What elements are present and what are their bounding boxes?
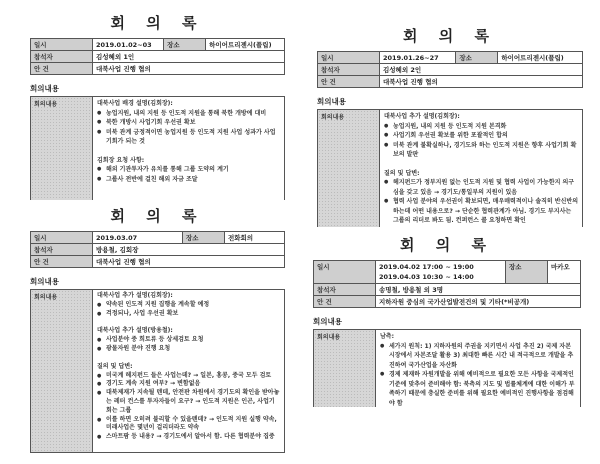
bullet-item: ● 스마트팜 등 내용? → 경기도에서 알아서 함. 다른 협력분야 집중	[97, 433, 275, 441]
bullet-item: ● 대북제재가 지속될 텐데, 안전판 차원에서 경기도의 확인을 받아놓는 레터 컨스를 투자자들이 요구? → 인도적 지원은 인곤, 사업기회는 그룹	[97, 389, 280, 414]
content-label: 회의내용	[31, 290, 93, 452]
content-box	[30, 96, 285, 200]
meeting-record-4	[313, 234, 581, 407]
content-label: 회의내용	[314, 330, 376, 407]
agenda-value: 대북사업 진행 협의	[380, 76, 583, 88]
content-body	[376, 330, 580, 407]
date-label: 일시	[314, 261, 376, 284]
content-group	[384, 112, 578, 160]
place-label: 장소	[182, 232, 224, 244]
bullet-item: ● 사업분야 중 희토류 등 상세검토 요청	[97, 336, 204, 344]
place-label: 장소	[456, 52, 498, 64]
attendees-value: 방용철, 김회장	[93, 244, 285, 256]
date-label: 일시	[318, 52, 380, 64]
agenda-value: 지하자원 중심의 국가산업발전건의 및 기타(*비공개)	[376, 296, 581, 308]
doc-title: 회 의 록	[403, 27, 497, 45]
bullet-icon: ●	[97, 416, 102, 423]
agenda-label: 안 건	[31, 63, 93, 75]
meeting-record-3	[30, 205, 285, 453]
bullet-icon: ●	[380, 342, 385, 349]
date-value: 2019.03.07	[93, 232, 183, 244]
content-body	[93, 97, 284, 200]
bullet-item: ● 해외 기관투자가 유치를 통해 그룹 도약의 계기	[97, 166, 229, 173]
bullet-item: ● 농업지원, 내의 지원 등 인도적 지원을 통해 북한 개방에 대비	[97, 109, 267, 117]
content-group	[384, 169, 578, 226]
group-heading: 대북사업 추가 설명(방용철):	[97, 327, 173, 335]
meta-table	[313, 260, 581, 308]
bullet-item: ● 경제 제재하 자원개발을 위해 예비적으로 필요한 모든 사항을 국제적인 기준에 맞추어 준비해야 함: 북측의 지도 및 법률체계에 대한 이해가 부족하기 때문에 충실한 준비를 위해 필요한 예비적인 진행사항을 점검해야 함	[380, 371, 575, 407]
meta-table	[30, 38, 285, 75]
bullet-item: ● 북한 개방시 사업기회 우선권 확보	[97, 119, 196, 126]
content-box	[30, 289, 285, 453]
bullet-item: ● 미북 관계 긍정적이면 농업지원 등 인도적 지원 사업 성과가 사업기회가 되는 것	[97, 128, 276, 145]
bullet-item: ● 그룹사 전반에 걸친 해외 자금 조달	[97, 175, 198, 183]
doc-title: 회 의 록	[110, 14, 205, 32]
bullet-item: ● 헤지펀드가 정부지원 없는 인도적 지원 및 협력 사업이 가능한지 의구심을 갖고 있음 → 경기도/통일부의 지원이 있음	[384, 179, 575, 196]
section-title: 회의내용	[313, 317, 342, 326]
content-group	[97, 156, 280, 185]
meta-table	[30, 231, 285, 268]
content-body	[380, 110, 582, 227]
bullet-icon: ●	[97, 310, 102, 317]
content-group	[97, 363, 280, 442]
date-value: 2019.01.02~03	[93, 39, 164, 51]
date-value	[376, 261, 506, 284]
bullet-item: ● 미국계 헤지펀드 들은 사업는데? → 일본, 홍콩, 중국 모두 검토	[97, 371, 272, 379]
bullet-icon: ●	[384, 179, 389, 185]
bullet-icon: ●	[97, 301, 102, 308]
bullet-item: ● 약속된 인도적 지원 집행을 계속할 예정	[97, 300, 210, 308]
content-group	[380, 332, 576, 408]
attendees-value: 송명철, 방용철 외 3명	[376, 284, 581, 296]
bullet-item: ● 세가지 원칙: 1) 지하자원의 주권을 지키면서 사업 추진 2) 국제 자본시장에서 자본조달 활용 3) 최대한 빠른 시간 내 적극적으로 개발을 추진하여 국가산업을 자산화	[380, 342, 574, 369]
attendees-label: 참석자	[314, 284, 376, 296]
content-box	[317, 109, 583, 227]
meeting-record-1	[30, 12, 285, 200]
group-heading: 대북사업 배경 설명(김회장):	[97, 100, 173, 107]
content-box	[313, 329, 581, 407]
agenda-value: 대북사업 진행 협의	[93, 63, 285, 75]
bullet-icon: ●	[384, 122, 389, 129]
attendees-label: 참석자	[31, 244, 93, 256]
bullet-icon: ●	[97, 128, 102, 135]
bullet-item: ● 걱정되나, 사업 우선권 확보	[97, 309, 179, 317]
content-group	[97, 327, 280, 353]
bullet-item: ● 협력 사업 분야의 우선권이 확보되면, 매우매력적이나 솔직히 반신반의하는데 어떤 내용으로? → 단순한 협력관계가 아님. 경기도 부지사는 그룹의 리더로 봐도 됨. 컨퍼런스 콜 요청하면 확인	[384, 198, 578, 224]
date-label: 일시	[31, 232, 93, 244]
bullet-icon: ●	[97, 372, 102, 379]
date-value: 2019.01.26~27	[380, 52, 456, 64]
content-label: 회의내용	[31, 97, 93, 200]
attendees-value: 김성혜외 2인	[380, 64, 583, 76]
date-label: 일시	[31, 39, 93, 51]
attendees-value: 김성혜외 1인	[93, 51, 285, 63]
bullet-item: ● 사업기회 우선권 확보를 위한 포괄적인 합의	[384, 132, 508, 139]
bullet-icon: ●	[97, 119, 102, 125]
bullet-icon: ●	[384, 132, 389, 138]
group-heading: 김회장 요청 사항:	[97, 156, 145, 164]
place-value: 하이어트리젠시(플립)	[498, 52, 583, 64]
meta-table	[317, 51, 583, 88]
group-heading: 남측:	[380, 333, 394, 340]
attendees-label: 참석자	[31, 51, 93, 63]
bullet-icon: ●	[380, 371, 385, 377]
bullet-icon: ●	[384, 198, 389, 204]
agenda-label: 안 건	[314, 296, 376, 308]
section-title: 회의내용	[30, 84, 59, 93]
bullet-item: ● 경기도 계속 지원 여부? → 변함없음	[97, 380, 201, 388]
section-title: 회의내용	[317, 97, 346, 106]
date-line-2: 2019.04.03 10:30 ~ 14:00	[379, 273, 474, 281]
doc-title: 회 의 록	[400, 236, 494, 254]
bullet-item: ● 미북 관계 불확실하나, 경기도와 하는 인도적 지원은 향후 사업기회 확보의 발판	[384, 141, 577, 158]
bullet-icon: ●	[97, 381, 102, 388]
bullet-icon: ●	[97, 175, 102, 182]
attendees-label: 참석자	[318, 64, 380, 76]
group-heading: 질의 및 답변:	[97, 362, 133, 370]
place-value: 마카오	[547, 261, 580, 284]
bullet-icon: ●	[97, 337, 102, 344]
content-label: 회의내용	[318, 110, 380, 227]
bullet-item: ● 광물자원 분야 진행 요청	[97, 344, 171, 352]
place-label: 장소	[164, 39, 206, 51]
bullet-icon: ●	[97, 345, 102, 352]
bullet-icon: ●	[97, 390, 102, 397]
doc-title: 회 의 록	[110, 207, 205, 225]
bullet-icon: ●	[97, 166, 102, 172]
group-heading: 대북사업 추가 설명(김회장):	[384, 113, 460, 120]
place-value: 전화회의	[224, 232, 284, 244]
bullet-icon: ●	[384, 141, 389, 148]
group-heading: 대북사업 추가 설명(김회장):	[97, 292, 173, 299]
group-heading: 질의 및 답변:	[384, 169, 420, 177]
date-line-1: 2019.04.02 17:00 ~ 19:00	[379, 263, 474, 271]
bullet-icon: ●	[97, 434, 102, 441]
agenda-label: 안 건	[318, 76, 380, 88]
content-body	[93, 290, 284, 452]
place-label: 장소	[505, 261, 547, 284]
bullet-item: ● 농업지원, 내의 지원 등 인도적 지원 본격화	[384, 122, 507, 130]
content-group	[97, 292, 280, 318]
section-title: 회의내용	[30, 277, 59, 286]
meeting-record-2	[317, 25, 583, 227]
place-value: 하이어트리젠시(플립)	[206, 39, 285, 51]
bullet-item: ● 이를 하면 오히려 불리할 수 있을텐데? → 인도적 지원 실행 약속, 미래사업은 몇년이 걸리더라도 약속	[97, 415, 277, 432]
content-group	[97, 99, 280, 147]
bullet-icon: ●	[97, 109, 102, 116]
agenda-label: 안 건	[31, 256, 93, 268]
agenda-value: 대북사업 진행 협의	[93, 256, 285, 268]
